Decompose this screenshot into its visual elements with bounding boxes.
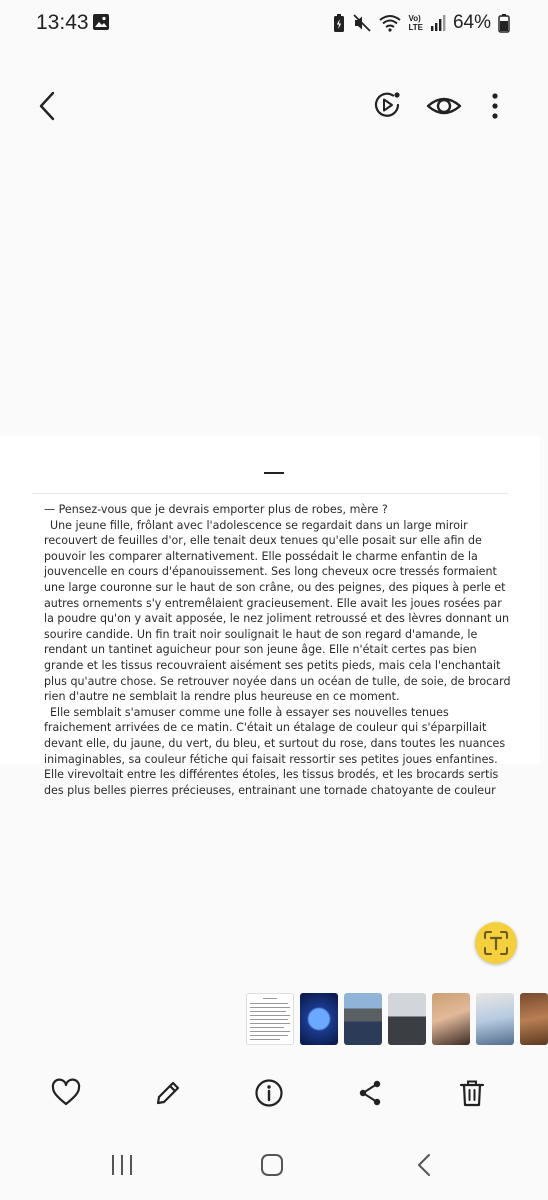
remaster-icon xyxy=(370,88,404,122)
remaster-button[interactable] xyxy=(370,88,404,122)
pencil-icon xyxy=(154,1079,182,1107)
volte-icon xyxy=(408,14,423,32)
text-recognition-icon xyxy=(482,929,510,957)
home-icon xyxy=(260,1153,284,1177)
share-button[interactable] xyxy=(355,1078,385,1108)
text-recognition-button[interactable] xyxy=(475,922,517,964)
thumbnail-document-page[interactable] xyxy=(246,993,294,1045)
document-paragraph: — Pensez-vous que je devrais emporter plus de robes, mère ? xyxy=(44,503,388,516)
status-bar xyxy=(0,0,540,46)
heart-icon xyxy=(51,1079,81,1107)
top-app-bar xyxy=(0,80,540,132)
more-vertical-icon xyxy=(486,88,504,124)
battery-percent: 64% xyxy=(452,12,491,33)
thumbnail-blue-art[interactable] xyxy=(300,993,338,1045)
delete-button[interactable] xyxy=(457,1078,487,1108)
document-paragraph: Elle semblait s'amuser comme une folle à essayer ses nouvelles tenues fraichement arrivées de ce matin. C'était un étalage de couleur qui s'éparpillait devant elle, du jaune, du vert, du bleu, et surtout du rose, dans toutes les nuances inimaginables, sa couleur fétiche qui faisait ressortir ses petites joues enfantines. Elle virevoltait entre les différentes étoles, les tissus brodés, et les brocards sertis des plus belles pierres précieuses, entrainant une tornade chatoyante de couleur xyxy=(44,705,506,797)
edit-button[interactable] xyxy=(153,1078,183,1108)
thumbnail-brown-photo[interactable] xyxy=(520,993,548,1045)
info-icon xyxy=(254,1078,284,1108)
document-image[interactable] xyxy=(0,436,540,797)
navigation-bar xyxy=(0,1140,540,1188)
back-icon xyxy=(416,1153,432,1177)
bottom-action-bar xyxy=(0,1070,540,1114)
home-button[interactable] xyxy=(260,1152,284,1178)
back-button[interactable] xyxy=(32,86,62,126)
signal-icon xyxy=(430,14,446,32)
status-icons xyxy=(333,10,510,36)
recent-apps-icon xyxy=(110,1154,134,1176)
more-options-button[interactable] xyxy=(486,88,504,124)
volte-top: Vo) xyxy=(408,14,421,23)
thumbnail-selfie[interactable] xyxy=(432,993,470,1045)
mute-icon xyxy=(352,13,372,33)
thumbnail-storefront[interactable] xyxy=(344,993,382,1045)
status-time: 13:43 xyxy=(36,11,89,34)
volte-bottom: LTE xyxy=(408,23,423,32)
details-button[interactable] xyxy=(254,1078,284,1108)
battery-icon xyxy=(498,13,510,33)
chevron-left-icon xyxy=(38,91,56,121)
document-paragraph: Une jeune fille, frôlant avec l'adolescence se regardait dans un large miroir recouvert de feuilles d'or, elle tenait deux tenues qu'elle posait sur elle afin de pouvoir les comparer alternativement. Elle possédait le charme enfantin de la jouvencelle en cours d'épanouissement. Ses long cheveux ocre tressés formaient une large couronne sur le haut de son crâne, ou des peignes, des piques à perle et autres ornements s'y entremêlaient gracieusement. Elle avait les joues rosées par la poudre qu'on y avait apposée, le nez joliment retroussé et des lèvres donnant un sourire candide. Un fin trait noir soulignait le haut de son regard d'amande, le rendant un tantinet aguicheur pour son jeune âge. Elle n'était certes pas bien grande et les tissus recouvraient aisément ses petits pieds, mais cela l'enchantait plus qu'autre chose. Se retrouver noyée dans un océan de tulle, de soie, de brocard rien d'autre ne semblait la rendre plus heureuse en ce moment. xyxy=(44,518,511,704)
document-dash xyxy=(264,472,284,474)
wifi-icon xyxy=(379,14,401,32)
share-icon xyxy=(356,1079,384,1107)
trash-icon xyxy=(458,1078,486,1108)
nav-back-button[interactable] xyxy=(414,1152,434,1178)
battery-saver-icon xyxy=(333,13,345,33)
document-rule xyxy=(32,493,508,494)
thumbnail-street-group[interactable] xyxy=(388,993,426,1045)
eye-icon xyxy=(426,90,462,122)
eye-button[interactable] xyxy=(426,90,462,122)
document-text xyxy=(44,502,514,798)
favorite-button[interactable] xyxy=(51,1078,81,1108)
recent-apps-button[interactable] xyxy=(110,1152,134,1178)
thumbnail-fabric-photo[interactable] xyxy=(476,993,514,1045)
gallery-icon xyxy=(92,13,110,31)
thumbnail-strip xyxy=(246,993,548,1045)
